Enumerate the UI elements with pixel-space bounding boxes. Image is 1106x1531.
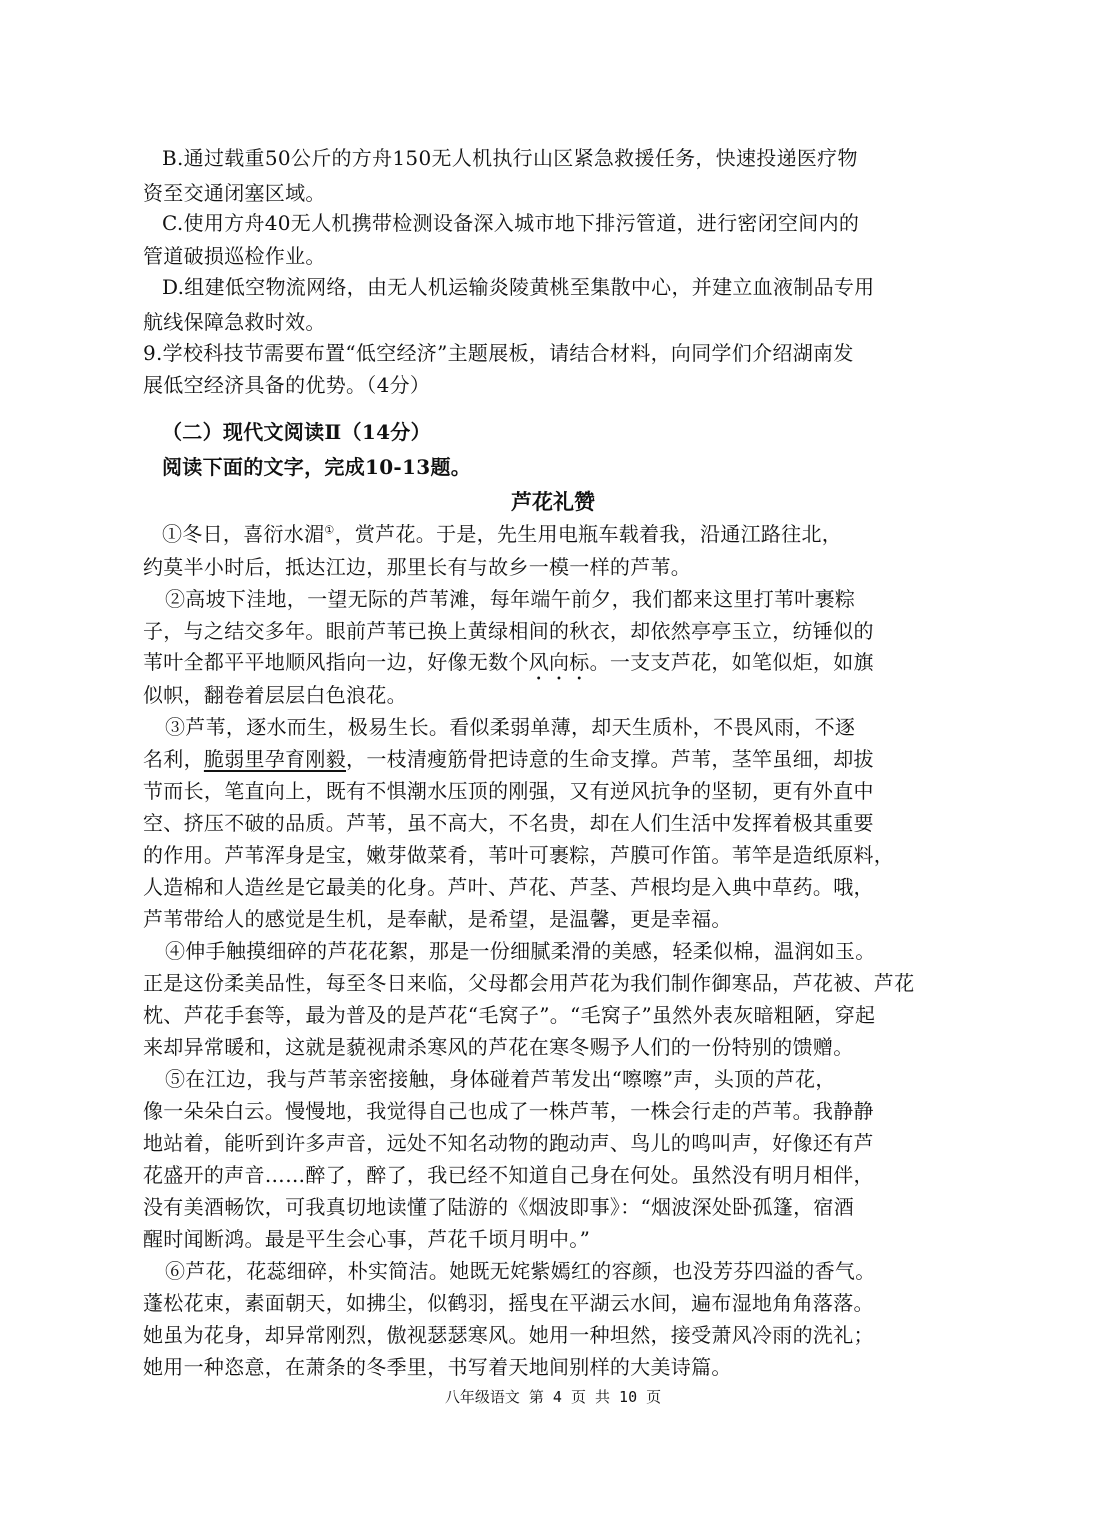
paragraph-3-line-2 (143, 744, 965, 774)
paragraph-3-line-4: 空、挤压不破的品质。芦苇，虽不高大，不名贵，却在人们生活中发挥着极其重要 (143, 811, 874, 835)
paragraph-6-line-4: 她用一种恣意，在萧条的冬季里，书写着天地间别样的大美诗篇。 (143, 1355, 732, 1379)
option-c-line-2: 管道破损巡检作业。 (143, 244, 326, 268)
question-9-line-1: 9.学校科技节需要布置“低空经济”主题展板，请结合材料，向同学们介绍湖南发 (143, 341, 854, 365)
paragraph-6-line-2: 蓬松花束，素面朝天，如拂尘，似鹤羽，摇曳在平湖云水间，遍布湿地角角落落。 (143, 1291, 874, 1315)
article-title: 芦花礼赞 (511, 489, 595, 514)
paragraph-4-line-4: 来却异常暖和，这就是藐视肃杀寒风的芦花在寒冬赐予人们的一份特别的馈赠。 (143, 1035, 854, 1059)
option-d-line-2: 航线保障急救时效。 (143, 310, 326, 334)
page-footer: 八年级语文 第 4 页 共 10 页 (444, 1388, 662, 1406)
paragraph-4-line-3: 枕、芦花手套等，最为普及的是芦花“毛窝子”。“毛窝子”虽然外表灰暗粗陋，穿起 (143, 1003, 876, 1027)
paragraph-1-line-1 (162, 519, 965, 549)
paragraph-4-line-2: 正是这份柔美品性，每至冬日来临，父母都会用芦花为我们制作御寒品，芦花被、芦花 (143, 971, 915, 995)
paragraph-2-text-a: 苇叶全都平平地顺风指向一边，好像无数个 (143, 650, 529, 674)
paragraph-1-text-a: ①冬日，喜衍水湄 (162, 522, 325, 546)
footnote-marker: ① (324, 523, 335, 537)
paragraph-3-line-5: 的作用。芦苇浑身是宝，嫩芽做菜肴，苇叶可裹粽，芦膜可作笛。苇竿是造纸原料， (143, 843, 895, 867)
paragraph-2-text-b: 。一支支芦花，如笔似炬，如旗 (589, 650, 874, 674)
paragraph-3-line-7: 芦苇带给人的感觉是生机，是奉献，是希望，是温馨，更是幸福。 (143, 907, 732, 931)
paragraph-4-line-1: ④伸手触摸细碎的芦花花絮，那是一份细腻柔滑的美感，轻柔似棉，温润如玉。 (165, 939, 876, 963)
paragraph-3-line-6: 人造棉和人造丝是它最美的化身。芦叶、芦花、芦茎、芦根均是入典中草药。哦， (143, 875, 874, 899)
paragraph-2-line-1: ②高坡下洼地，一望无际的芦苇滩，每年端午前夕，我们都来这里打苇叶裹粽 (165, 587, 856, 611)
paragraph-6-line-1: ⑥芦花，花蕊细碎，朴实简洁。她既无姹紫嫣红的容颜，也没芳芬四溢的香气。 (165, 1259, 876, 1283)
section-heading: （二）现代文阅读Ⅱ（14分） (162, 420, 431, 444)
paragraph-6-line-3: 她虽为花身，却异常刚烈，傲视瑟瑟寒风。她用一种坦然，接受萧风冷雨的洗礼； (143, 1323, 874, 1347)
paragraph-5-line-5: 没有美酒畅饮，可我真切地读懂了陆游的《烟波即事》：“烟波深处卧孤篷，宿酒 (143, 1195, 855, 1219)
section-instruction: 阅读下面的文字，完成10-13题。 (162, 455, 472, 479)
emphasized-word: 风向标 (528, 650, 590, 674)
paragraph-3-text-b: ，一枝清瘦筋骨把诗意的生命支撑。芦苇，茎竿虽细，却拔 (346, 747, 874, 771)
paragraph-1-text-b: ，赏芦花。于是，先生用电瓶车载着我，沿通江路往北， (334, 522, 843, 546)
paragraph-5-line-4: 花盛开的声音……醉了，醉了，我已经不知道自己身在何处。虽然没有明月相伴， (143, 1163, 874, 1187)
underlined-phrase: 脆弱里孕育刚毅 (203, 747, 347, 771)
paragraph-2-line-4: 似帜，翻卷着层层白色浪花。 (143, 683, 407, 707)
option-d-line-1: D.组建低空物流网络，由无人机运输炎陵黄桃至集散中心，并建立血液制品专用 (162, 275, 875, 299)
paragraph-5-line-2: 像一朵朵白云。慢慢地，我觉得自己也成了一株芦苇，一株会行走的芦苇。我静静 (143, 1099, 874, 1123)
option-c-line-1: C.使用方舟40无人机携带检测设备深入城市地下排污管道，进行密闭空间内的 (162, 211, 860, 235)
paragraph-5-line-6: 醒时闻断鸿。最是平生会心事，芦花千顷月明中。” (143, 1227, 591, 1251)
option-b-line-2: 资至交通闭塞区域。 (143, 181, 326, 205)
paragraph-1-line-2: 约莫半小时后，抵达江边，那里长有与故乡一模一样的芦苇。 (143, 555, 692, 579)
paragraph-5-line-1: ⑤在江边，我与芦苇亲密接触，身体碰着芦苇发出“嚓嚓”声，头顶的芦花， (165, 1067, 836, 1091)
paragraph-3-line-1: ③芦苇，逐水而生，极易生长。看似柔弱单薄，却天生质朴，不畏风雨，不逐 (165, 715, 856, 739)
paragraph-2-line-2: 子，与之结交多年。眼前芦苇已换上黄绿相间的秋衣，却依然亭亭玉立，纺锤似的 (143, 619, 874, 643)
paragraph-3-text-a: 名利， (143, 747, 204, 771)
option-b-line-1: B.通过载重50公斤的方舟150无人机执行山区紧急救援任务，快速投递医疗物 (162, 146, 858, 170)
question-9-line-2: 展低空经济具备的优势。（4分） (143, 373, 431, 397)
paragraph-3-line-3: 节而长，笔直向上，既有不惧潮水压顶的刚强，又有逆风抗争的坚韧，更有外直中 (143, 779, 874, 803)
paragraph-5-line-3: 地站着，能听到许多声音，远处不知名动物的跑动声、鸟儿的鸣叫声，好像还有芦 (143, 1131, 874, 1155)
